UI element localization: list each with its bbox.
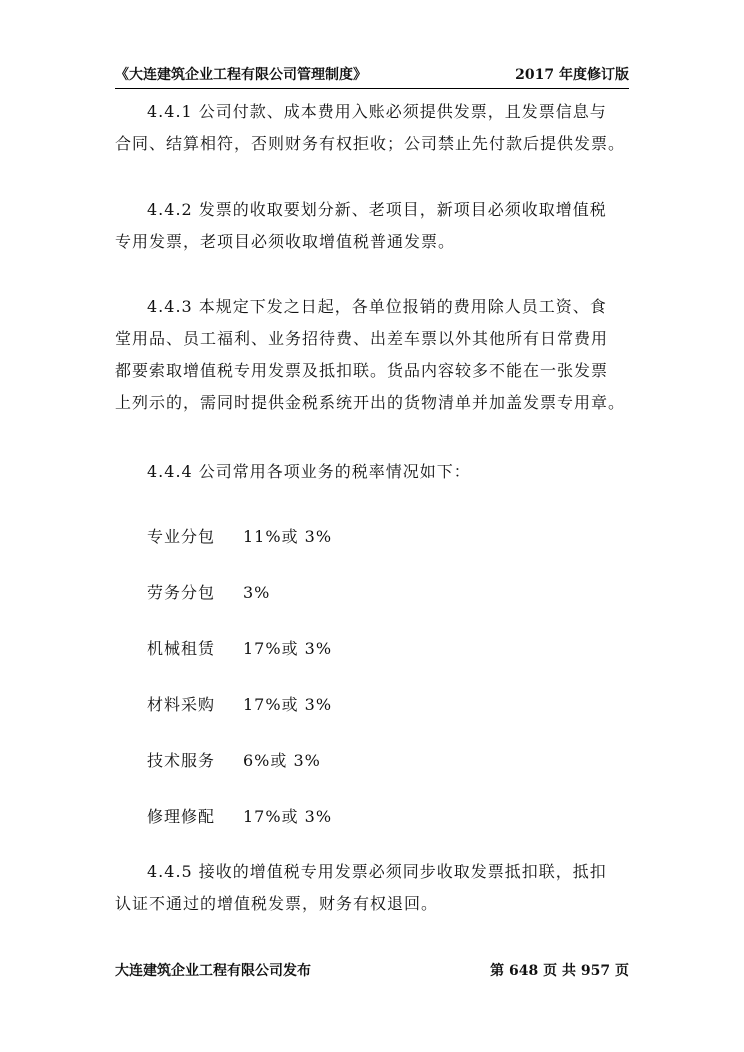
tax-rate-category: 机械租赁 (147, 639, 216, 658)
document-title: 《大连建筑企业工程有限公司管理制度》 (115, 67, 367, 83)
tax-rate-item (147, 524, 332, 547)
paragraph-line: 专用发票，老项目必须收取增值税普通发票。 (115, 232, 456, 251)
tax-rate-category: 劳务分包 (147, 583, 216, 602)
publisher-label: 大连建筑企业工程有限公司发布 (115, 963, 311, 979)
paragraph-line: 认证不通过的增值税发票，财务有权退回。 (115, 894, 439, 913)
paragraph-line: 都要索取增值税专用发票及抵扣联。货品内容较多不能在一张发票 (115, 361, 609, 380)
tax-rate-item (147, 804, 332, 827)
tax-rate-item (147, 636, 332, 659)
paragraph-4-4-4 (115, 456, 471, 488)
page-number: 第 648 页 共 957 页 (490, 963, 629, 979)
paragraph-4-4-1 (115, 96, 625, 160)
page-header (115, 66, 629, 89)
paragraph-4-4-3 (115, 291, 625, 419)
version-label: 2017 年度修订版 (515, 67, 629, 83)
paragraph-4-4-2 (115, 194, 607, 258)
tax-rate-category: 材料采购 (147, 695, 216, 714)
paragraph-line: 上列示的，需同时提供金税系统开出的货物清单并加盖发票专用章。 (115, 393, 626, 412)
tax-rate-category: 专业分包 (147, 527, 216, 546)
tax-rate-item (147, 692, 332, 715)
paragraph-line: 堂用品、员工福利、业务招待费、出差车票以外其他所有日常费用 (115, 329, 609, 348)
tax-rate-item (147, 580, 270, 603)
tax-rate-value: 17%或 3% (243, 639, 333, 658)
tax-rate-value: 17%或 3% (243, 807, 333, 826)
paragraph-line: 4.4.2 发票的收取要划分新、老项目，新项目必须收取增值税 (147, 200, 607, 219)
tax-rate-category: 修理修配 (147, 807, 216, 826)
tax-rate-value: 11%或 3% (243, 527, 333, 546)
paragraph-line: 4.4.5 接收的增值税专用发票必须同步收取发票抵扣联，抵扣 (147, 862, 607, 881)
paragraph-line: 4.4.4 公司常用各项业务的税率情况如下： (147, 462, 471, 481)
tax-rate-value: 6%或 3% (243, 751, 321, 770)
tax-rate-category: 技术服务 (147, 751, 216, 770)
paragraph-line: 4.4.1 公司付款、成本费用入账必须提供发票，且发票信息与 (147, 102, 607, 121)
paragraph-4-4-5 (115, 856, 607, 920)
paragraph-line: 合同、结算相符，否则财务有权拒收；公司禁止先付款后提供发票。 (115, 134, 626, 153)
tax-rate-value: 17%或 3% (243, 695, 333, 714)
tax-rate-value: 3% (243, 583, 271, 602)
tax-rate-item (147, 748, 321, 771)
paragraph-line: 4.4.3 本规定下发之日起，各单位报销的费用除人员工资、食 (147, 297, 607, 316)
